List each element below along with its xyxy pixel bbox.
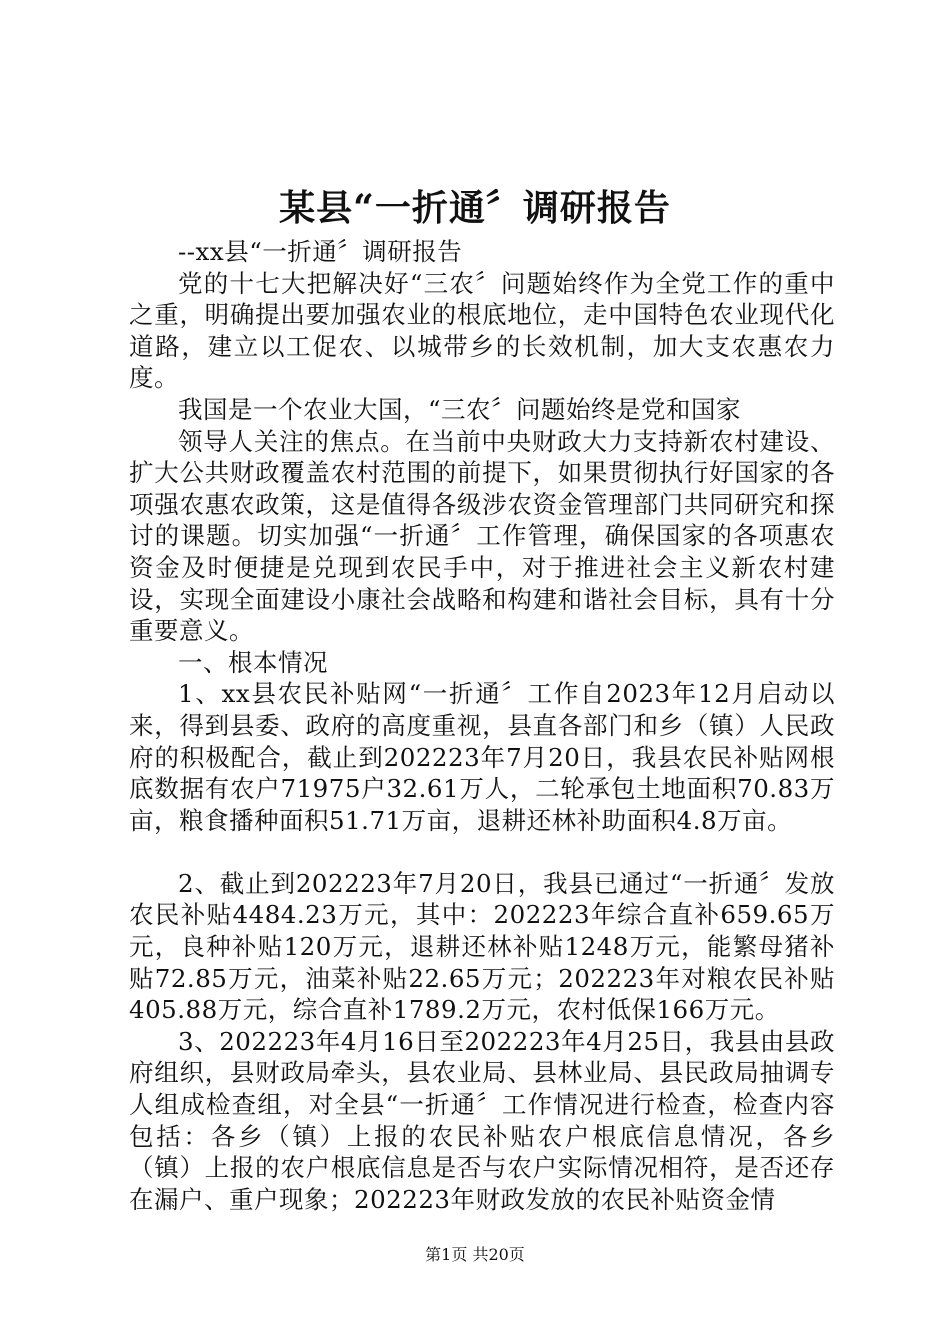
document-body [129, 236, 835, 1215]
body-paragraph: 2、截止到202223年7月20日，我县已通过“一折通〞发放农民补贴4484.23万元，其中：202223年综合直补659.65万元，良种补贴120万元，退耕还林补贴1248万元，能繁母猪补贴72.85万元，油菜补贴22.65万元；202223年对粮农民补贴405.88万元，综合直补1789.2万元，农村低保166万元。 [129, 868, 835, 1025]
document-title: 某县“一折通〞调研报告 [279, 187, 671, 229]
body-paragraph: 3、202223年4月16日至202223年4月25日，我县由县政府组织，县财政局牵头，县农业局、县林业局、县民政局抽调专人组成检查组，对全县“一折通〞工作情况进行检查，检查内容包括：各乡（镇）上报的农民补贴农户根底信息情况，各乡（镇）上报的农户根底信息是否与农户实际情况相符，是否还存在漏户、重户现象；202223年财政发放的农民补贴资金情 [129, 1026, 835, 1214]
body-paragraph: 我国是一个农业大国，“三农〞问题始终是党和国家 [178, 394, 742, 424]
section-heading: 一、根本情况 [178, 647, 328, 677]
body-paragraph: 1、xx县农民补贴网“一折通〞工作自2023年12月启动以来，得到县委、政府的高度重视，县直各部门和乡（镇）人民政府的积极配合，截止到202223年7月20日，我县农民补贴网根底数据有农户71975户32.61万人，二轮承包土地面积70.83万亩，粮食播种面积51.71万亩，退耕还林补助面积4.8万亩。 [129, 679, 835, 835]
intro-paragraph: 党的十七大把解决好“三农〞问题始终作为全党工作的重中之重，明确提出要加强农业的根底地位，走中国特色农业现代化道路，建立以工促农、以城带乡的长效机制，加大支农惠农力度。 [129, 268, 835, 393]
subtitle-paragraph: --xx县“一折通〞调研报告 [178, 237, 463, 266]
body-paragraph: 领导人关注的焦点。在当前中央财政大力支持新农村建设、扩大公共财政覆盖农村范围的前提下，如果贯彻执行好国家的各项强农惠农政策，这是值得各级涉农资金管理部门共同研究和探讨的课题。切实加强“一折通〞工作管理，确保国家的各项惠农资金及时便捷是兑现到农民手中，对于推进社会主义新农村建设，实现全面建设小康社会战略和构建和谐社会目标，具有十分重要意义。 [129, 426, 835, 646]
page-footer: 第1页 共20页 [425, 1245, 525, 1264]
